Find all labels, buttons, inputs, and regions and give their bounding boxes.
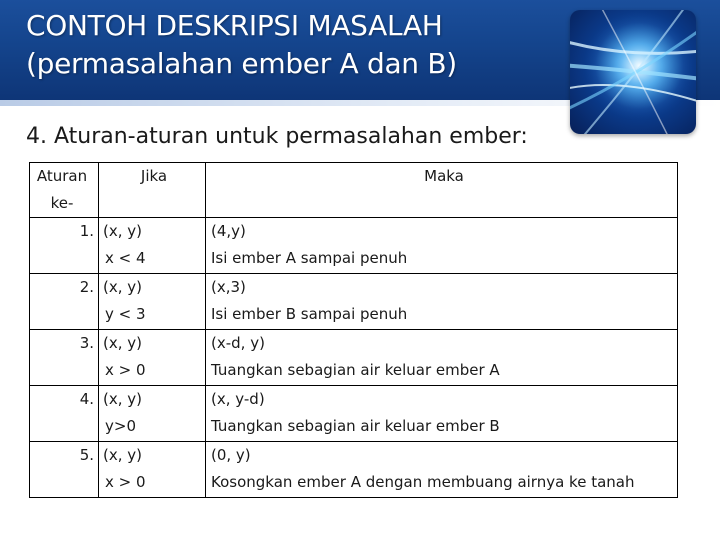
then-action: Isi ember A sampai penuh [211, 249, 408, 267]
then-state: (x,3) [211, 278, 246, 296]
then-cell [206, 218, 678, 274]
then-cell [206, 386, 678, 442]
table-row [30, 218, 678, 274]
table-row [30, 442, 678, 498]
header-rule-line2: ke- [50, 194, 74, 212]
then-action: Tuangkan sebagian air keluar ember A [211, 361, 500, 379]
rule-number-cell [30, 442, 99, 498]
title-line-1: CONTOH DESKRIPSI MASALAH [26, 9, 443, 42]
if-state: (x, y) [103, 446, 142, 464]
if-cell [99, 218, 206, 274]
rule-number: 4. [79, 390, 94, 408]
if-condition: x > 0 [105, 361, 146, 379]
if-condition: x > 0 [105, 473, 146, 491]
rule-number-cell [30, 274, 99, 330]
then-action: Kosongkan ember A dengan membuang airnya ke tanah [211, 473, 635, 491]
section-heading: 4. Aturan-aturan untuk permasalahan ember: [26, 124, 528, 149]
then-cell [206, 330, 678, 386]
if-state: (x, y) [103, 390, 142, 408]
then-state: (x-d, y) [211, 334, 265, 352]
if-condition: y>0 [105, 417, 136, 435]
table-row [30, 274, 678, 330]
page-title [26, 7, 566, 83]
decorative-light-image [570, 10, 696, 134]
then-action: Isi ember B sampai penuh [211, 305, 408, 323]
if-cell [99, 274, 206, 330]
header-then-label: Maka [424, 167, 464, 185]
then-state: (x, y-d) [211, 390, 265, 408]
rule-number-cell [30, 330, 99, 386]
table-row [30, 386, 678, 442]
rules-table [29, 162, 678, 498]
header-rule-number [30, 163, 99, 218]
if-state: (x, y) [103, 278, 142, 296]
then-action: Tuangkan sebagian air keluar ember B [211, 417, 500, 435]
header-then [206, 163, 678, 218]
rule-number-cell [30, 218, 99, 274]
light-streaks-icon [570, 10, 696, 134]
header-rule-line1: Aturan [36, 167, 88, 185]
if-cell [99, 330, 206, 386]
table-row [30, 330, 678, 386]
rule-number: 1. [79, 222, 94, 240]
if-condition: y < 3 [105, 305, 146, 323]
then-state: (0, y) [211, 446, 251, 464]
if-state: (x, y) [103, 222, 142, 240]
header-if-label: Jika [140, 167, 168, 185]
then-state: (4,y) [211, 222, 246, 240]
rule-number-cell [30, 386, 99, 442]
if-condition: x < 4 [105, 249, 146, 267]
if-cell [99, 442, 206, 498]
title-line-2: (permasalahan ember A dan B) [26, 47, 457, 80]
header-if [99, 163, 206, 218]
then-cell [206, 442, 678, 498]
if-cell [99, 386, 206, 442]
rule-number: 3. [79, 334, 94, 352]
then-cell [206, 274, 678, 330]
rule-number: 2. [79, 278, 94, 296]
rule-number: 5. [79, 446, 94, 464]
if-state: (x, y) [103, 334, 142, 352]
table-header-row [30, 163, 678, 218]
